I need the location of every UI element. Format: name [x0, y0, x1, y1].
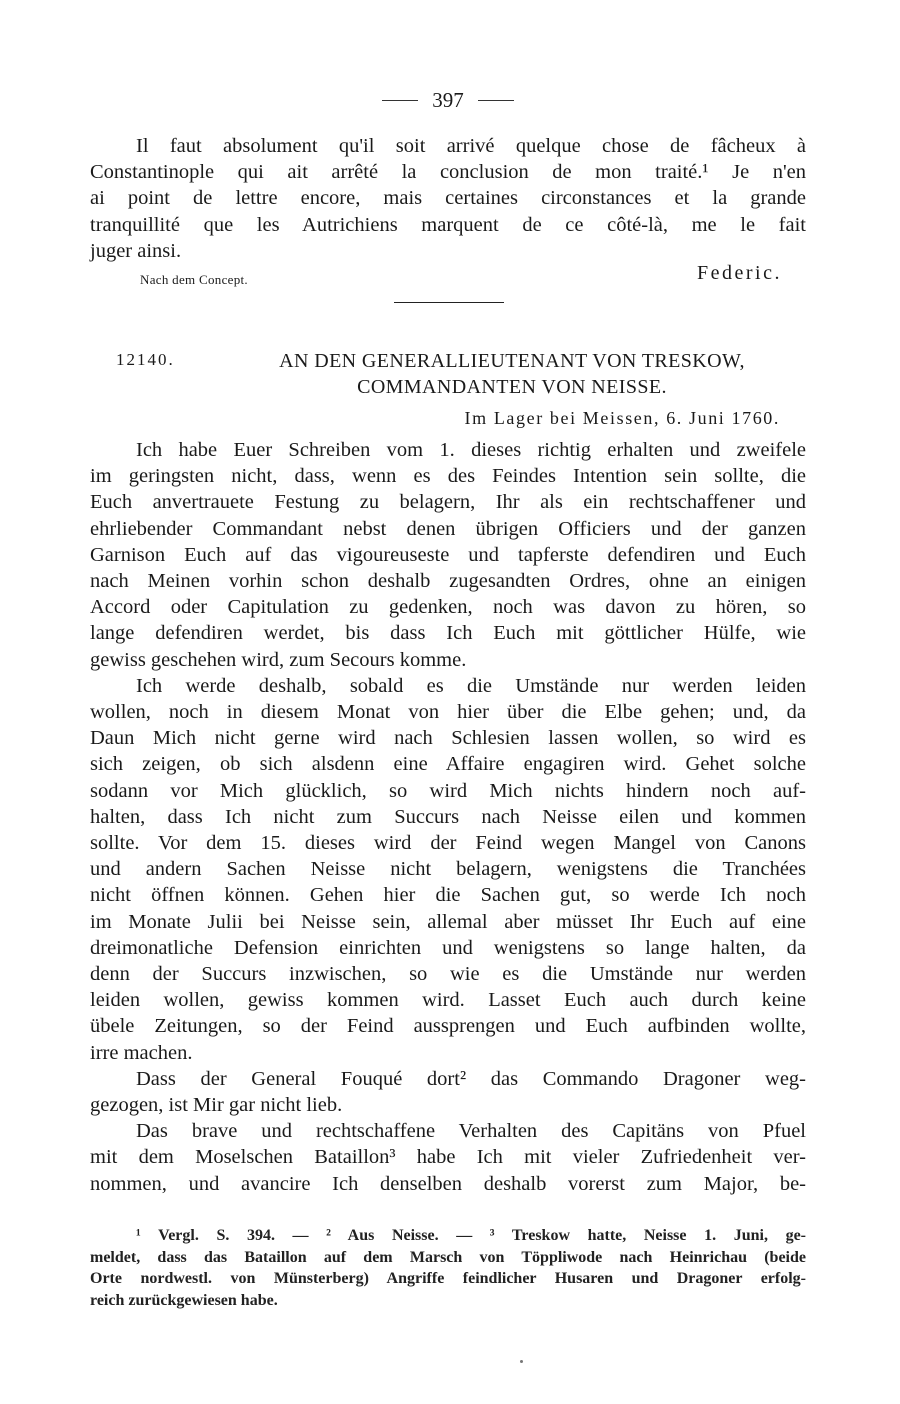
signature: Federic. [697, 262, 782, 284]
text-line: nach Meinen vorhin schon deshalb zugesandten Ordres, ohne an einigen [90, 570, 806, 593]
text-line: tranquillité que les Autrichiens marquent de ce côté-là, me le fait [90, 213, 806, 236]
paragraph-4 [90, 1118, 806, 1197]
text-line: juger ainsi. [90, 239, 182, 262]
section-divider [394, 302, 504, 303]
text-line: Das brave und rechtschaffene Verhalten des Capitäns von Pfuel [136, 1120, 806, 1143]
paper-speck [520, 1360, 523, 1363]
text-line: ai point de lettre encore, mais certaines circonstances et la grande [90, 187, 806, 210]
text-line: gezogen, ist Mir gar nicht lieb. [90, 1094, 343, 1117]
text-line: dreimonatliche Defension einrichten und wenigstens so lange halten, da [90, 936, 806, 959]
text-line: nommen, und avancire Ich denselben deshalb vorerst zum Major, be- [90, 1172, 806, 1195]
text-line: sollte. Vor dem 15. dieses wird der Feind wegen Mangel von Canons [90, 832, 806, 855]
text-line: wollen, noch in diesem Monat von hier über die Elbe gehen; und, da [90, 701, 806, 724]
paragraph-3 [90, 1066, 806, 1118]
text-line: übele Zeitungen, so der Feind aussprengen und Euch aufbinden wollte, [90, 1015, 806, 1038]
text-line: Ich werde deshalb, sobald es die Umstände nur werden leiden [136, 674, 806, 697]
prev-letter-text [90, 133, 806, 264]
text-line: nicht öffnen können. Gehen hier die Sachen gut, so werde Ich noch [90, 884, 806, 907]
letter-title [216, 348, 808, 400]
text-line: halten, dass Ich nicht zum Succurs nach Neisse eilen und kommen [90, 805, 806, 828]
dateline: Im Lager bei Meissen, 6. Juni 1760. [464, 408, 780, 428]
header-dash-left [382, 100, 418, 101]
text-line: lange defendiren werdet, bis dass Ich Euch mit göttlicher Hülfe, wie [90, 622, 806, 645]
text-line: und andern Sachen Neisse nicht belagern, wenigstens die Tranchées [90, 858, 806, 881]
text-line: Constantinople qui ait arrêté la conclusion de mon traité.¹ Je n'en [90, 161, 806, 184]
text-line: irre machen. [90, 1041, 193, 1064]
text-line: sich zeigen, ob sich alsdenn eine Affaire engagiren wird. Gehet solche [90, 753, 806, 776]
source-note: Nach dem Concept. [140, 272, 248, 287]
footnote-line: ¹ Vergl. S. 394. — ² Aus Neisse. — ³ Treskow hatte, Neisse 1. Juni, ge- [136, 1227, 806, 1244]
text-line: Accord oder Capitulation zu gedenken, noch was davon zu hören, so [90, 596, 806, 619]
text-line: denn der Succurs inzwischen, so wie es die Umstände nur werden [90, 963, 806, 986]
text-line: Il faut absolument qu'il soit arrivé quelque chose de fâcheux à [136, 135, 806, 157]
text-line: Euch anvertrauete Festung zu belagern, Ihr als ein rechtschaffener und [90, 491, 806, 514]
text-line: mit dem Moselschen Bataillon³ habe Ich mit vieler Zufriedenheit ver- [90, 1146, 806, 1169]
text-line: Garnison Euch auf das vigoureuseste und tapferste defendiren und Euch [90, 543, 806, 566]
text-line: sodann vor Mich glücklich, so wird Mich nichts hindern noch auf- [90, 779, 806, 802]
footnote-line: reich zurückgewiesen habe. [90, 1291, 278, 1309]
letter-title-line1: AN DEN GENERALLIEUTENANT VON TRESKOW, [279, 350, 745, 372]
text-line: gewiss geschehen wird, zum Secours komme. [90, 648, 467, 671]
text-line: Dass der General Fouqué dort² das Commando Dragoner weg- [136, 1067, 806, 1090]
letter-title-line2: COMMANDANTEN VON NEISSE. [357, 376, 667, 398]
text-line: leiden wollen, gewiss kommen wird. Lasset Euch auch durch keine [90, 989, 806, 1012]
footnote-line: Orte nordwestl. von Münsterberg) Angriffe feindlicher Husaren und Dragoner erfolg- [90, 1270, 806, 1287]
header-dash-right [478, 100, 514, 101]
text-line: Ich habe Euer Schreiben vom 1. dieses richtig erhalten und zweifele [136, 439, 806, 461]
text-line: Daun Mich nicht gerne wird nach Schlesien lassen wollen, so wird es [90, 727, 806, 750]
text-line: im Monate Julii bei Neisse sein, allemal aber müsset Ihr Euch auf eine [90, 910, 806, 933]
paragraph-2 [90, 673, 806, 1066]
letter-body [90, 437, 806, 1197]
page-number: 397 [432, 88, 464, 112]
footnotes [90, 1225, 806, 1311]
text-line: im geringsten nicht, dass, wenn es des Feindes Intention sein sollte, die [90, 465, 806, 488]
footnote-line: meldet, dass das Bataillon auf dem Marsch von Töppliwode nach Heinrichau (beide [90, 1248, 806, 1266]
letter-number: 12140. [116, 350, 175, 369]
page-header [90, 88, 806, 113]
text-line: ehrliebender Commandant nebst denen übrigen Officiers und der ganzen [90, 517, 806, 540]
paragraph-1 [90, 437, 806, 673]
